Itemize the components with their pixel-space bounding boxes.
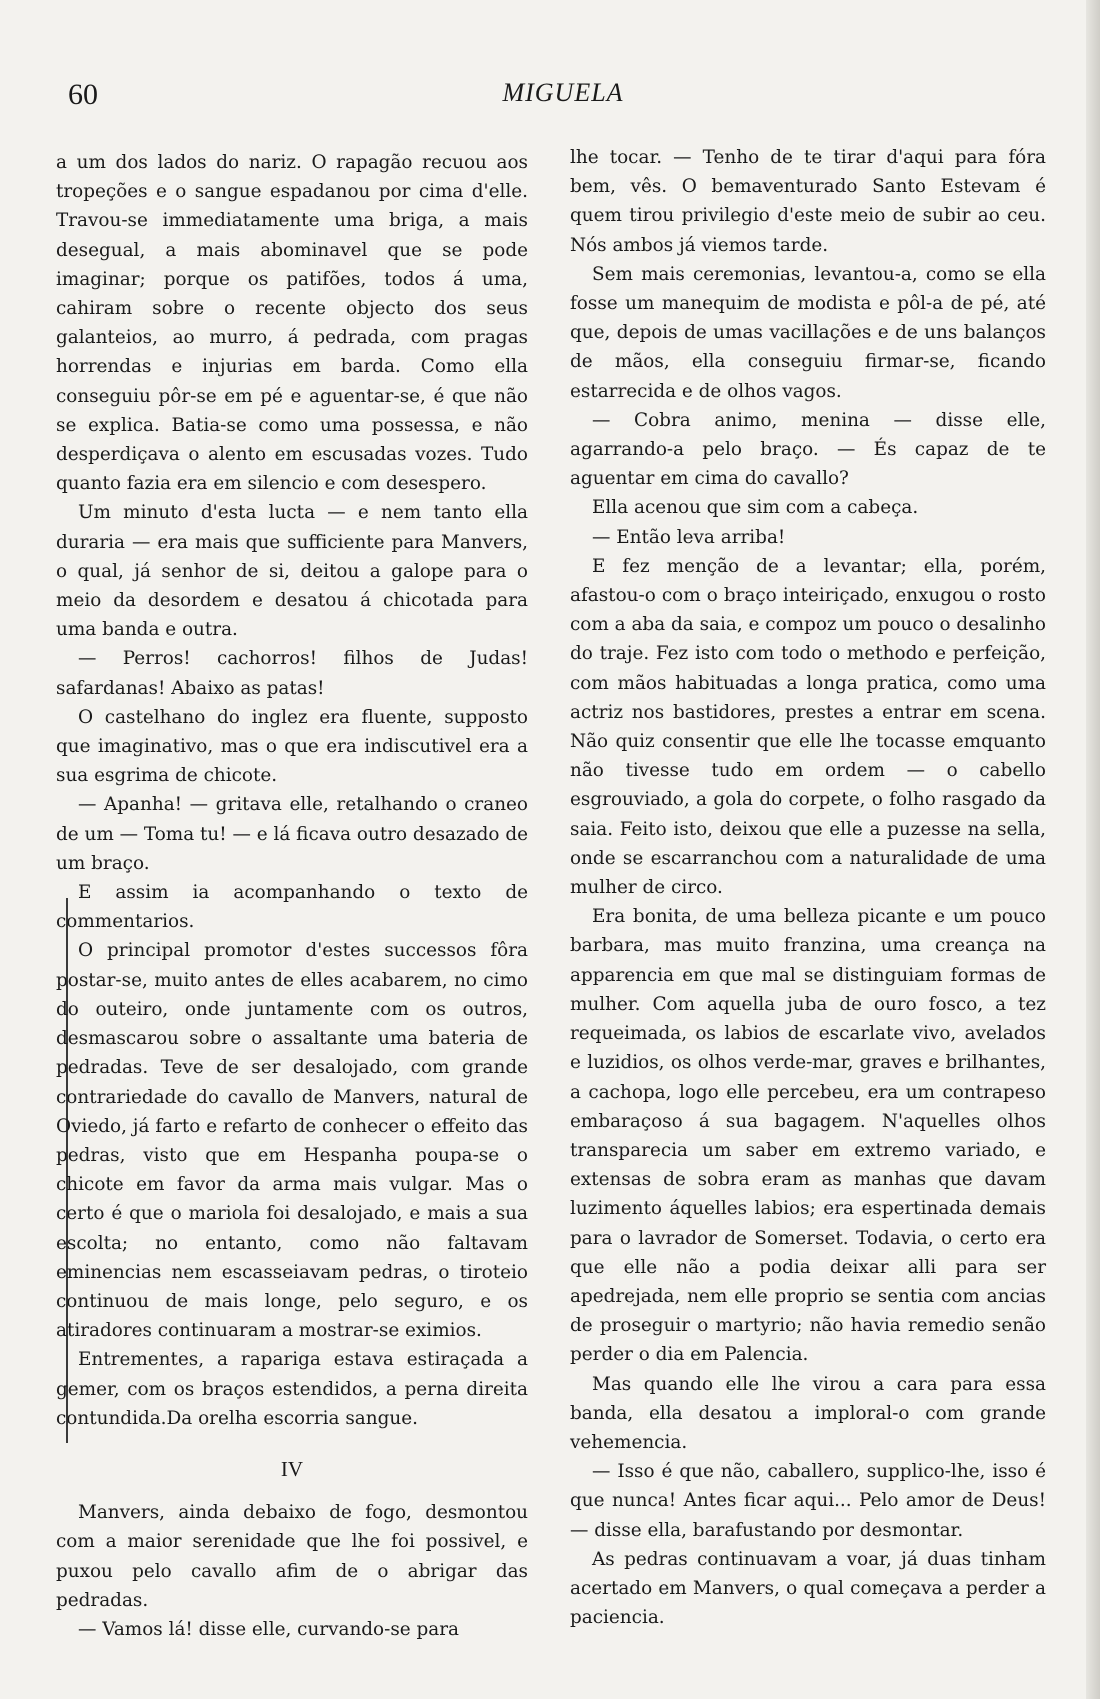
paragraph: — Então leva arriba! [592, 526, 786, 548]
running-title: MIGUELA [502, 78, 624, 107]
paragraph: lhe tocar. — Tenho de te tirar d'aqui para fóra bem, vês. O bemaventurado Santo Estevam é quem tirou privilegio d'este meio de subir ao ceu. Nós ambos já viemos tarde. [570, 147, 1046, 256]
paragraph: — Isso é que não, caballero, supplico-lhe, isso é que nunca! Antes ficar aqui... Pelo amor de Deus! — disse ella, barafustando por desmontar. [570, 1461, 1046, 1541]
paragraph: Entrementes, a rapariga estava estiraçada a gemer, com os braços estendidos, a perna direita contundida.Da orelha escorria sangue. [56, 1349, 528, 1429]
page-header [68, 78, 1058, 118]
paragraph: Manvers, ainda debaixo de fogo, desmontou com a maior serenidade que lhe foi possivel, e puxou pelo cavallo afim de o abrigar das pedradas. [56, 1502, 528, 1611]
section-heading: IV [280, 1456, 304, 1481]
paragraph: E assim ia acompanhando o texto de commentarios. [56, 882, 528, 933]
left-column [56, 148, 528, 1644]
paragraph: — Vamos lá! disse elle, curvando-se para [78, 1618, 460, 1640]
page-number: 60 [68, 78, 98, 111]
paragraph: Um minuto d'esta lucta — e nem tanto ella duraria — era mais que sufficiente para Manvers, o qual, já senhor de si, deitou a galope para o meio da desordem e desatou á chicotada para uma banda e outra. [56, 502, 528, 641]
paragraph: Mas quando elle lhe virou a cara para essa banda, ella desatou a imploral-o com grande vehemencia. [570, 1373, 1046, 1453]
paragraph: Era bonita, de uma belleza picante e um pouco barbara, mas muito franzina, uma creança na apparencia em que mal se distinguiam formas de mulher. Com aquella juba de ouro fosco, a tez requeimada, os labios de escarlate vivo, avelados e luzidios, os olhos verde-mar, graves e brilhantes, a cachopa, logo elle percebeu, era um contrapeso embaraçoso á sua bagagem. N'aquelles olhos transparecia um saber em extremo variado, e extensas de sobra eram as manhas que davam luzimento áquelles labios; era espertinada demais para o lavrador de Somerset. Todavia, o certo era que elle não a podia deixar alli para ser apedrejada, nem elle proprio se sentia com ancias de proseguir o martyrio; não havia remedio senão perder o dia em Palencia. [570, 906, 1046, 1366]
paragraph: a um dos lados do nariz. O rapagão recuou aos tropeções e o sangue espadanou por cima d'elle. Travou-se immediatamente uma briga, a mais desegual, a mais abominavel que se pode imaginar; porque os patifões, todos á uma, cahiram sobre o recente objecto dos seus galanteios, ao murro, á pedrada, com pragas horrendas e injurias em barda. Como ella conseguiu pôr-se em pé e aguentar-se, é que não se explica. Batia-se como uma possessa, e não desperdiçava o alento em escusadas vozes. Tudo quanto fazia era em silencio e com desespero. [56, 152, 528, 495]
paragraph: As pedras continuavam a voar, já duas tinham acertado em Manvers, o qual começava a perder a paciencia. [570, 1548, 1046, 1629]
paragraph: O principal promotor d'estes successos fôra postar-se, muito antes de elles acabarem, no cimo do outeiro, onde juntamente com os outros, desmascarou sobre o assaltante uma bateria de pedradas. Teve de ser desalojado, com grande contrariedade do cavallo de Manvers, natural de Oviedo, já farto e refarto de conhecer o effeito das pedras, visto que em Hespanha poupa-se o chicote em favor da arma mais vulgar. Mas o certo é que o mariola foi desalojado, e mais a sua escolta; no entanto, como não faltavam eminencias nem escasseiavam pedras, o tiroteio continuou de mais longe, pelo seguro, e os atiradores continuaram a mostrar-se eximios. [56, 940, 528, 1342]
paragraph: Sem mais ceremonias, levantou-a, como se ella fosse um manequim de modista e pôl-a de pé, até que, depois de umas vacillações e de uns balanços de mãos, ella conseguiu firmar-se, ficando estarrecida e de olhos vagos. [570, 263, 1046, 402]
paragraph: Ella acenou que sim com a cabeça. [592, 497, 919, 519]
paragraph: — Apanha! — gritava elle, retalhando o craneo de um — Toma tu! — e lá ficava outro desazado de um braço. [56, 794, 528, 874]
paragraph: — Perros! cachorros! filhos de Judas! safardanas! Abaixo as patas! [56, 648, 528, 699]
page-edge [1086, 0, 1100, 1699]
paragraph: E fez menção de a levantar; ella, porém, afastou-o com o braço inteiriçado, enxugou o rosto com a aba da saia, e compoz um pouco o desalinho do traje. Fez isto com todo o methodo e perfeição, com mãos habituadas a longa pratica, como uma actriz nos bastidores, prestes a entrar em scena. Não quiz consentir que elle lhe tocasse emquanto não tivesse tudo em ordem — o cabello esgrouviado, a gola do corpete, o folho rasgado da saia. Feito isto, deixou que elle a puzesse na sella, onde se escarranchou com a naturalidade de uma mulher de circo. [570, 555, 1046, 899]
paragraph: O castelhano do inglez era fluente, supposto que imaginativo, mas o que era indiscutivel era a sua esgrima de chicote. [56, 706, 528, 787]
right-column [570, 143, 1046, 1632]
paragraph: — Cobra animo, menina — disse elle, agarrando-a pelo braço. — És capaz de te aguentar em cima do cavallo? [570, 409, 1046, 490]
